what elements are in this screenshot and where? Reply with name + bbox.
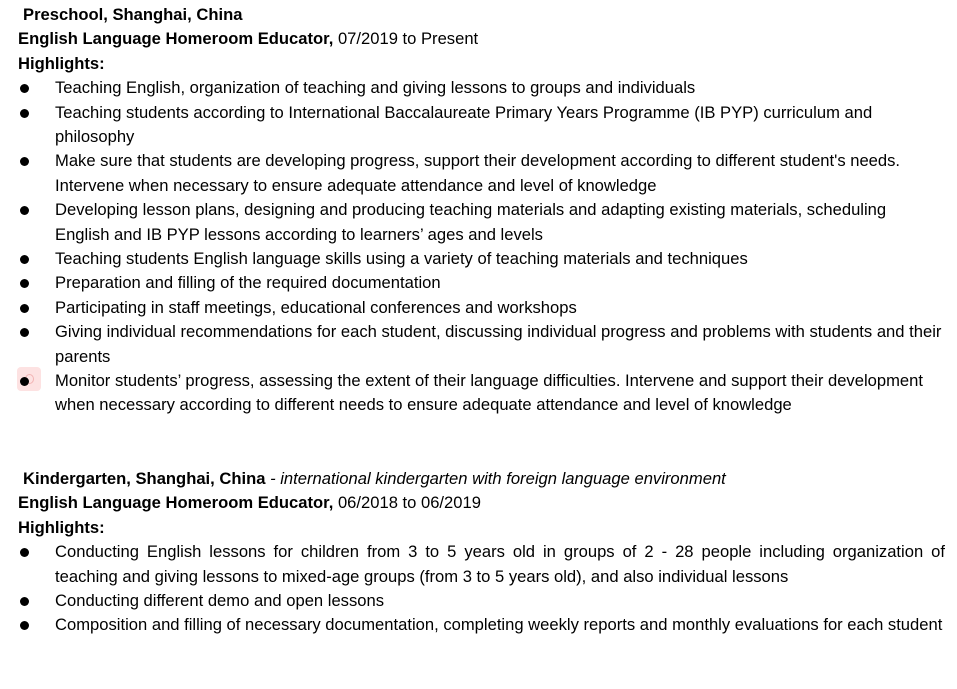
- bullet-icon: [20, 328, 29, 337]
- list-item: [18, 198, 945, 247]
- bullet-icon: [20, 279, 29, 288]
- list-item: [18, 540, 945, 589]
- bullet-icon: [20, 109, 29, 118]
- company-name: Kindergarten, Shanghai, China: [23, 469, 266, 488]
- bullet-icon: [20, 255, 29, 264]
- company-line: [18, 467, 948, 491]
- highlights-list: [18, 76, 948, 418]
- job-entry-preschool: [18, 3, 948, 418]
- list-item: [18, 247, 945, 271]
- list-item-text: Participating in staff meetings, educational conferences and workshops: [55, 297, 577, 317]
- list-item: [18, 369, 945, 418]
- list-item-text: Conducting English lessons for children from 3 to 5 years old in groups of 2 - 28 people including organization of teaching and giving lessons to mixed-age groups (from 3 to 5 years old), and also individual lessons: [55, 542, 945, 586]
- list-item: [18, 101, 945, 150]
- list-item-text: Make sure that students are developing progress, support their development according to different student's needs. Intervene when necessary to ensure adequate attendance and level of knowledge: [55, 151, 901, 195]
- list-item-text: Teaching students English language skills using a variety of teaching materials and techniques: [55, 249, 748, 269]
- job-dates: 07/2019 to Present: [333, 29, 479, 49]
- list-item: [18, 296, 945, 320]
- bullet-icon: [20, 157, 29, 166]
- list-item-text: Conducting different demo and open lessons: [55, 590, 385, 610]
- job-title: English Language Homeroom Educator,: [18, 493, 334, 513]
- highlights-list: [18, 540, 948, 638]
- highlights-heading: Highlights:: [18, 53, 105, 73]
- bullet-icon: [20, 548, 29, 557]
- list-item-text: Giving individual recommendations for each student, discussing individual progress and problems with students and their parents: [55, 322, 942, 366]
- bullet-icon: [20, 621, 29, 630]
- job-dates: 06/2018 to 06/2019: [333, 493, 481, 513]
- list-item-text: Preparation and filling of the required documentation: [55, 273, 441, 293]
- list-item: [18, 149, 945, 198]
- bullet-icon: [20, 597, 29, 606]
- bullet-icon: [20, 206, 29, 215]
- list-item-text: Developing lesson plans, designing and producing teaching materials and adapting existing materials, scheduling English and IB PYP lessons according to learners’ ages and levels: [55, 200, 887, 244]
- bullet-icon: [20, 377, 29, 386]
- job-title-line: [18, 491, 948, 515]
- company-name: Preschool, Shanghai, China: [23, 5, 243, 24]
- job-title-line: [18, 27, 948, 51]
- list-item: [18, 613, 945, 637]
- job-entry-kindergarten: [18, 467, 948, 638]
- list-item-text: Teaching students according to International Baccalaureate Primary Years Programme (IB PYP) curriculum and philosophy: [55, 102, 873, 146]
- highlights-heading: Highlights:: [18, 517, 105, 537]
- company-note: - international kindergarten with foreign language environment: [265, 469, 726, 488]
- list-item-text: Teaching English, organization of teaching and giving lessons to groups and individuals: [55, 78, 696, 98]
- bullet-icon: [20, 84, 29, 93]
- list-item: [18, 589, 945, 613]
- list-item-text: Monitor students’ progress, assessing the extent of their language difficulties. Intervene and support their development when necessary according to different needs to ensure adequate attendance and level of knowledge: [55, 371, 923, 415]
- list-item: [18, 320, 945, 369]
- bullet-icon: [20, 304, 29, 313]
- list-item: [18, 271, 945, 295]
- job-title: English Language Homeroom Educator,: [18, 29, 334, 49]
- list-item: [18, 76, 945, 100]
- list-item-text: Composition and filling of necessary documentation, completing weekly reports and monthly evaluations for each student: [55, 615, 943, 635]
